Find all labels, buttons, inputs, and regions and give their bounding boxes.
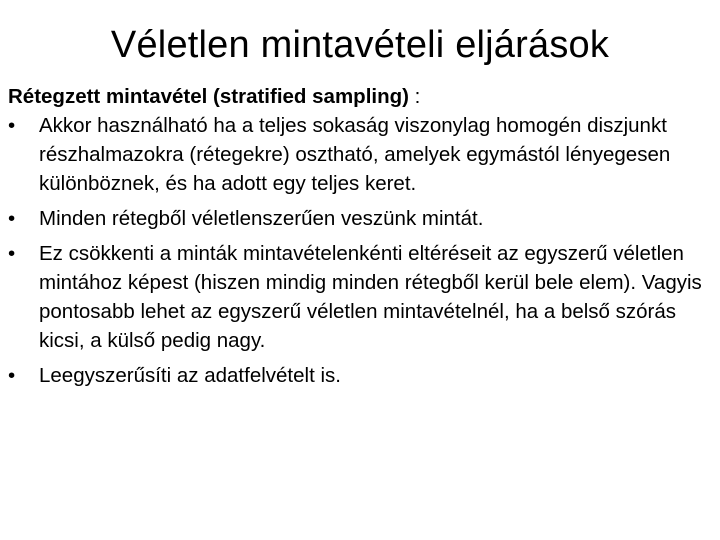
bullet-text: Ez csökkenti a minták mintavételenkénti eltéréseit az egyszerű véletlen mintához képest (hiszen mindig minden rétegből kerül bele elem). Vagyis pontosabb lehet az egyszerű véletlen mintavételnél, ha a belső szórás kicsi, a külső pedig nagy.	[39, 242, 702, 352]
bullet-icon: •	[8, 242, 16, 265]
bullet-icon: •	[8, 114, 16, 137]
lead-line	[8, 82, 708, 111]
bullet-item	[8, 111, 708, 198]
slide-content	[8, 82, 708, 396]
lead-heading: Rétegzett mintavétel (stratified sampling)	[8, 85, 409, 108]
bullet-text: Akkor használható ha a teljes sokaság viszonylag homogén diszjunkt részhalmazokra (rétegekre) osztható, amelyek egymástól lényegesen különböznek, és ha adott egy teljes keret.	[39, 114, 671, 195]
bullet-item	[8, 361, 708, 390]
bullet-text: Leegyszerűsíti az adatfelvételt is.	[39, 364, 341, 387]
bullet-item	[8, 239, 708, 355]
bullet-icon: •	[8, 364, 16, 387]
bullet-text: Minden rétegből véletlenszerűen veszünk mintát.	[39, 207, 484, 230]
bullet-icon: •	[8, 207, 16, 230]
slide-title: Véletlen mintavételi eljárások	[110, 24, 610, 66]
bullet-list	[8, 111, 708, 390]
lead-suffix: :	[408, 85, 421, 108]
bullet-item	[8, 204, 708, 233]
